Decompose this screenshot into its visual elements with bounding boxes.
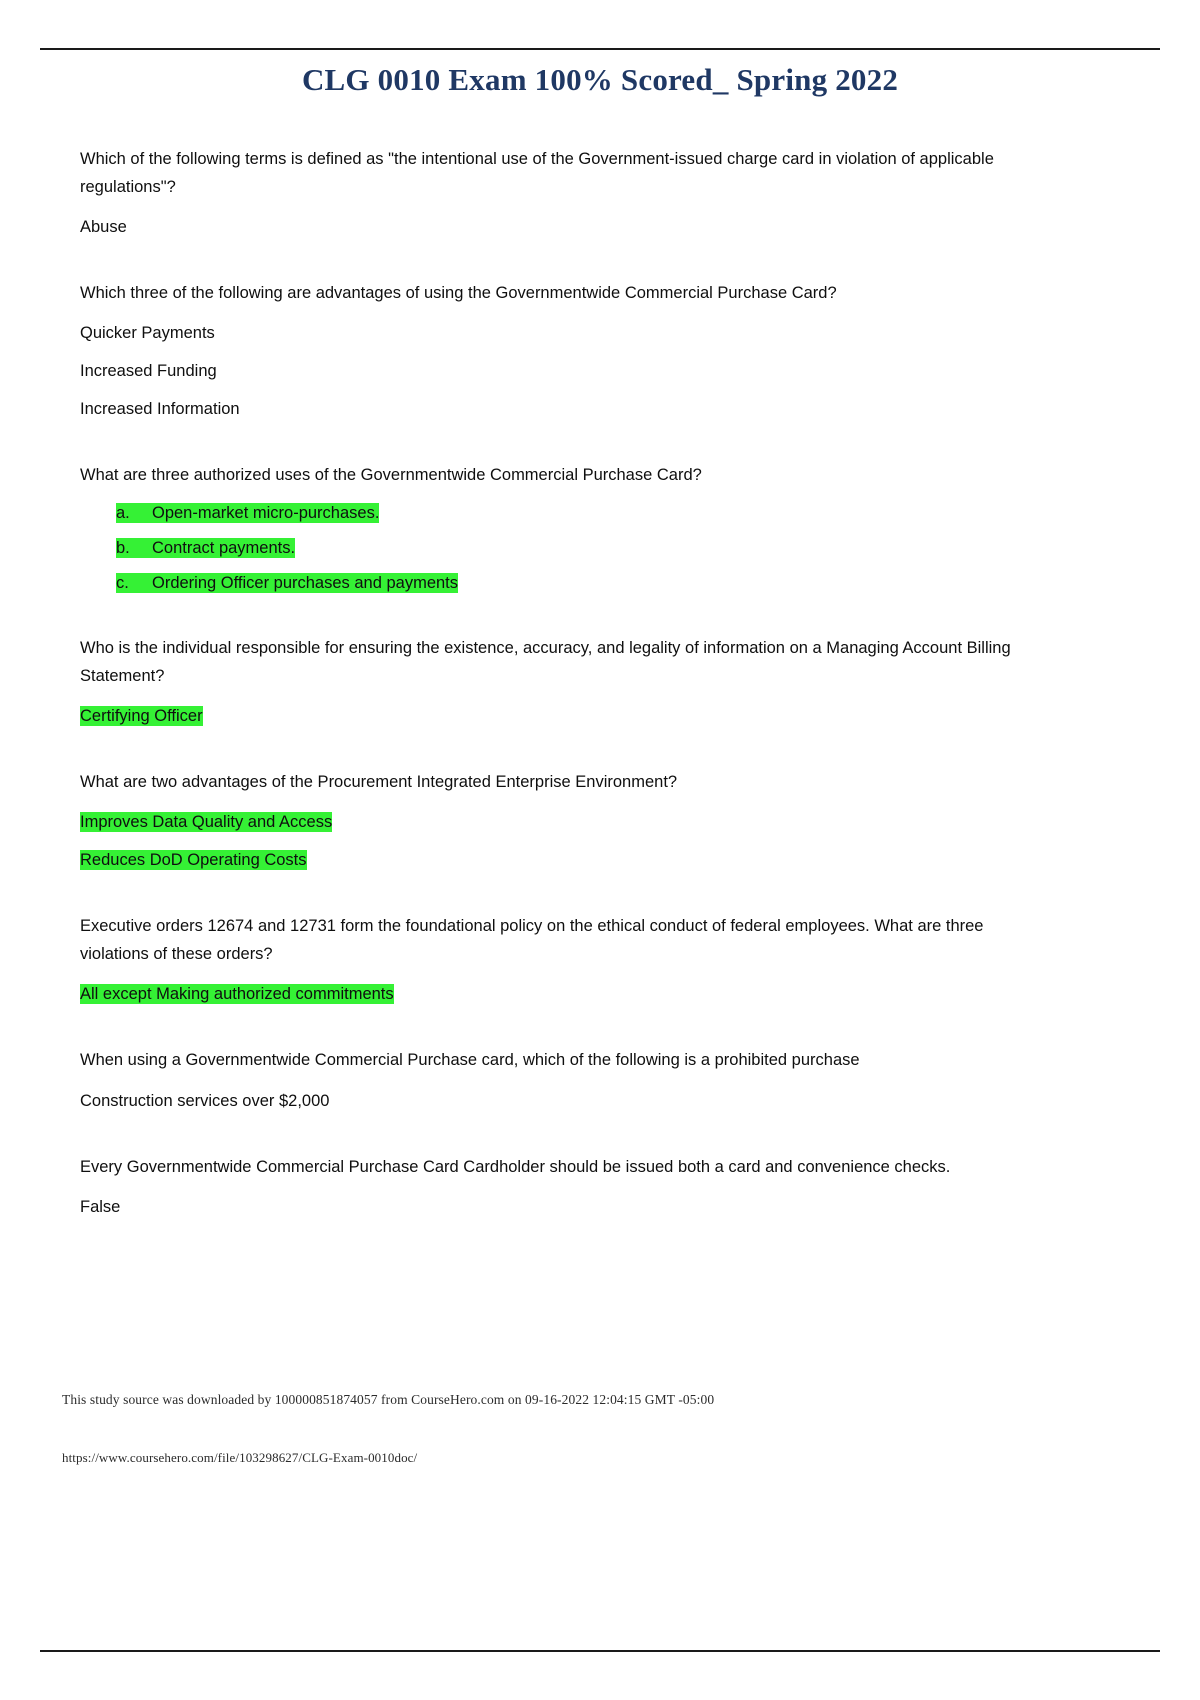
qa-block [80,1046,1120,1114]
list-marker: b. [116,538,130,557]
list-item-text: Ordering Officer purchases and payments [152,573,459,592]
list-item [116,501,1120,527]
question-text: Every Governmentwide Commercial Purchase Card Cardholder should be issued both a card and convenience checks. [80,1157,951,1176]
question-text: Which three of the following are advantages of using the Governmentwide Commercial Purchase Card? [80,284,837,303]
question-text: When using a Governmentwide Commercial Purchase card, which of the following is a prohibited purchase [80,1051,860,1070]
list-marker: a. [116,504,130,523]
highlighted-answer: All except Making authorized commitments [80,985,394,1004]
answer-text [80,808,1120,836]
answer-text: Construction services over $2,000 [80,1091,330,1110]
answer-text [80,846,1120,874]
header-rule [40,48,1160,50]
highlighted-answer: Certifying Officer [80,707,203,726]
list-item [116,536,1120,562]
answer-text: Quicker Payments [80,324,215,343]
qa-block [80,634,1120,730]
highlighted-answer: Reduces DoD Operating Costs [80,851,307,870]
qa-block [80,912,1120,1008]
answer-text: False [80,1197,121,1216]
question-text: What are three authorized uses of the Governmentwide Commercial Purchase Card? [80,466,702,485]
answer-text: Abuse [80,218,127,237]
question-text: Which of the following terms is defined as "the intentional use of the Government-issued charge card in violation of applicable regulations"? [80,150,994,197]
list-item-text: Open-market micro-purchases. [152,504,380,523]
footer-rule [40,1650,1160,1652]
qa-block [80,1153,1120,1221]
download-note: This study source was downloaded by 100000851874057 from CourseHero.com on 09-16-2022 12:04:15 GMT -05:00 [62,1392,715,1407]
question-text: What are two advantages of the Procurement Integrated Enterprise Environment? [80,773,678,792]
highlighted-answer: Improves Data Quality and Access [80,813,333,832]
qa-block [80,461,1120,596]
qa-block [80,279,1120,423]
page-title: CLG 0010 Exam 100% Scored_ Spring 2022 [301,62,899,97]
list-item-text: Contract payments. [152,538,296,557]
answer-text: Increased Information [80,400,240,419]
qa-block [80,145,1120,241]
answer-text: Increased Funding [80,362,217,381]
answer-text [80,980,1120,1008]
question-text: Who is the individual responsible for ensuring the existence, accuracy, and legality of information on a Managing Account Billing Statement? [80,639,1011,686]
question-text: Executive orders 12674 and 12731 form the foundational policy on the ethical conduct of federal employees. What are three violations of these orders? [80,917,984,964]
list-item [116,571,1120,597]
answer-text [80,702,1120,730]
answer-list [80,501,1120,596]
qa-block [80,768,1120,874]
source-url: https://www.coursehero.com/file/103298627/CLG-Exam-0010doc/ [62,1450,418,1465]
list-marker: c. [116,573,129,592]
question-list [80,145,1120,1259]
